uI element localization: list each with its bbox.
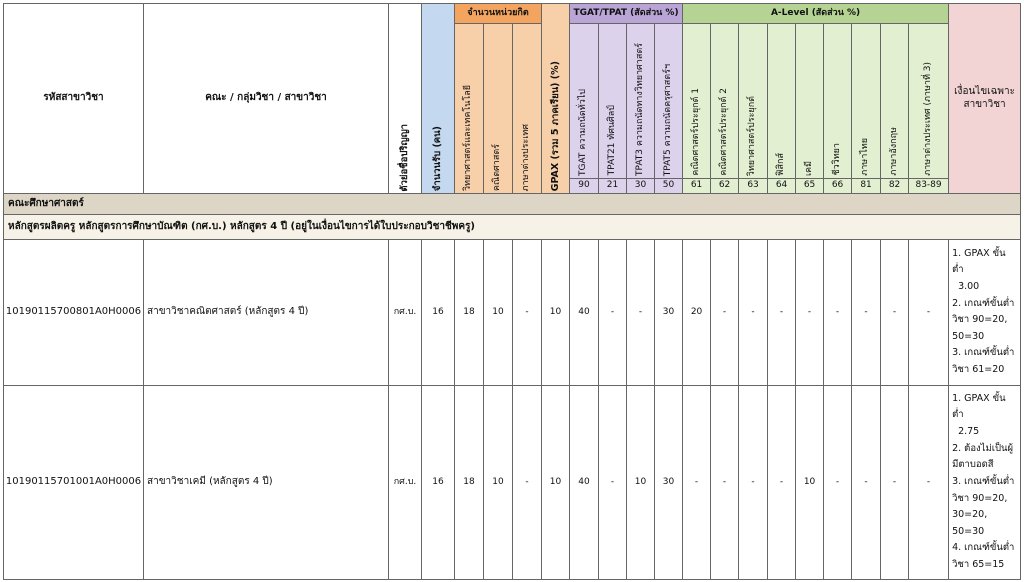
- code-81: 81: [852, 178, 881, 194]
- header-unit-math: [484, 23, 513, 194]
- alevel-63-value: -: [739, 239, 768, 385]
- header-alevel-63: [739, 23, 768, 178]
- tgat-90-value: 40: [570, 385, 599, 579]
- header-tpat-30-label: TPAT3 ความถนัดทางวิทยาศาสตร์: [634, 42, 645, 176]
- header-seats-label: จำนวนรับ (คน): [432, 126, 444, 192]
- alevel-66-value: -: [824, 385, 852, 579]
- header-tpat-50: [655, 23, 683, 178]
- conditions-cell: [949, 385, 1021, 579]
- header-faculty: คณะ / กลุ่มวิชา / สาขาวิชา: [144, 4, 389, 194]
- alevel-81-value: -: [852, 385, 881, 579]
- conditions-cell: [949, 239, 1021, 385]
- admission-table-sheet: [3, 3, 1018, 580]
- alevel-63-value: -: [739, 385, 768, 579]
- code-21: 21: [599, 178, 627, 194]
- header-alevel-62: [711, 23, 739, 178]
- header-alevel-61-label: คณิตศาสตร์ประยุกต์ 1: [690, 88, 701, 176]
- header-alevel-83-89-label: ภาษาต่างประเทศ (ภาษาที่ 3): [922, 62, 933, 176]
- header-row-groups: [4, 4, 1021, 24]
- major-name: สาขาวิชาคณิตศาสตร์ (หลักสูตร 4 ปี): [144, 239, 389, 385]
- alevel-82-value: -: [881, 239, 909, 385]
- code-82: 82: [881, 178, 909, 194]
- code-65: 65: [796, 178, 824, 194]
- condition-line: 1. GPAX ขั้นต่ำ: [952, 392, 1006, 421]
- program-name: หลักสูตรผลิตครู หลักสูตรการศึกษาบัณฑิต (กศ.บ.) หลักสูตร 4 ปี (อยู่ในเงื่อนไขการได้ใบประกอบวิชาชีพครู): [4, 214, 1021, 239]
- code-64: 64: [768, 178, 796, 194]
- header-tpat-50-label: TPAT5 ความถนัดครุศาสตร์ฯ: [662, 63, 673, 176]
- code-62: 62: [711, 178, 739, 194]
- tpat-30-value: -: [627, 239, 655, 385]
- condition-line: วิชา 90=20,: [952, 492, 1008, 504]
- major-code: 10190115701001A0H0006: [4, 385, 144, 579]
- header-tpat-30: [627, 23, 655, 178]
- header-tpat-21: [599, 23, 627, 178]
- header-alevel-65-label: เคมี: [803, 160, 814, 176]
- alevel-62-value: -: [711, 239, 739, 385]
- header-seats: [422, 4, 455, 194]
- header-alevel-82: [881, 23, 909, 178]
- degree-abbr: กศ.บ.: [389, 385, 422, 579]
- alevel-82-value: -: [881, 385, 909, 579]
- header-alevel-63-label: วิทยาศาสตร์ประยุกต์: [747, 95, 758, 176]
- alevel-62-value: -: [711, 385, 739, 579]
- alevel-65-value: -: [796, 239, 824, 385]
- condition-line: 50=30: [952, 330, 985, 342]
- header-unit-foreign-label: ภาษาต่างประเทศ: [521, 123, 532, 192]
- header-code: รหัสสาขาวิชา: [4, 4, 144, 194]
- alevel-64-value: -: [768, 239, 796, 385]
- tpat-21-value: -: [599, 239, 627, 385]
- header-alevel-group: A-Level (สัดส่วน %): [683, 4, 949, 24]
- header-degree-abbr: [389, 4, 422, 194]
- major-name: สาขาวิชาเคมี (หลักสูตร 4 ปี): [144, 385, 389, 579]
- unit-math-value: 10: [484, 239, 513, 385]
- condition-line: 2. ต้องไม่เป็นผู้: [952, 442, 1014, 454]
- header-gpax-label: GPAX (รวม 5 ภาคเรียน) (%): [549, 60, 561, 192]
- alevel-65-value: 10: [796, 385, 824, 579]
- unit-science-value: 18: [455, 385, 484, 579]
- tpat-50-value: 30: [655, 239, 683, 385]
- header-gpax: [542, 4, 570, 194]
- header-unit-math-label: คณิตศาสตร์: [492, 144, 503, 192]
- unit-science-value: 18: [455, 239, 484, 385]
- condition-line: 2.75: [958, 426, 980, 438]
- code-83-89: 83-89: [909, 178, 949, 194]
- code-61: 61: [683, 178, 711, 194]
- gpax-value: 10: [542, 239, 570, 385]
- seats-value: 16: [422, 385, 455, 579]
- tpat-30-value: 10: [627, 385, 655, 579]
- condition-line: วิชา 65=15: [952, 559, 1005, 571]
- code-63: 63: [739, 178, 768, 194]
- header-alevel-62-label: คณิตศาสตร์ประยุกต์ 2: [718, 88, 729, 176]
- gpax-value: 10: [542, 385, 570, 579]
- header-tgat-90-label: TGAT ความถนัดทั่วไป: [578, 88, 589, 176]
- condition-line: วิชา 90=20,: [952, 314, 1008, 326]
- header-alevel-81: [852, 23, 881, 178]
- header-unit-science: [455, 23, 484, 194]
- table-row: [4, 239, 1021, 385]
- header-degree-abbr-label: ตัวย่อชื่อปริญญา: [399, 123, 411, 192]
- header-alevel-83-89: [909, 23, 949, 178]
- condition-line: 3. เกณฑ์ขั้นต่ำ: [952, 475, 1015, 487]
- condition-line: 2. เกณฑ์ขั้นต่ำ: [952, 297, 1015, 309]
- condition-line: มีตาบอดสี: [952, 459, 994, 471]
- code-66: 66: [824, 178, 852, 194]
- admission-table: [3, 3, 1021, 580]
- alevel-66-value: -: [824, 239, 852, 385]
- header-alevel-65: [796, 23, 824, 178]
- seats-value: 16: [422, 239, 455, 385]
- condition-line: 30=20, 50=30: [952, 509, 988, 537]
- code-30: 30: [627, 178, 655, 194]
- header-alevel-66-label: ชีววิทยา: [831, 143, 842, 176]
- condition-line: 4. เกณฑ์ขั้นต่ำ: [952, 542, 1015, 554]
- header-conditions: เงื่อนไขเฉพาะสาขาวิชา: [949, 4, 1021, 194]
- header-tgat-90: [570, 23, 599, 178]
- program-row: [4, 214, 1021, 239]
- alevel-83-89-value: -: [909, 385, 949, 579]
- alevel-61-value: -: [683, 385, 711, 579]
- header-alevel-61: [683, 23, 711, 178]
- unit-foreign-value: -: [513, 385, 542, 579]
- tpat-50-value: 30: [655, 385, 683, 579]
- code-90: 90: [570, 178, 599, 194]
- major-code: 10190115700801A0H0006: [4, 239, 144, 385]
- header-unit-foreign: [513, 23, 542, 194]
- header-alevel-64-label: ฟิสิกส์: [775, 152, 786, 176]
- header-units-group: จำนวนหน่วยกิต: [455, 4, 542, 24]
- faculty-row: [4, 194, 1021, 215]
- condition-line: 3.00: [958, 280, 980, 292]
- faculty-name: คณะศึกษาศาสตร์: [4, 194, 1021, 215]
- degree-abbr: กศ.บ.: [389, 239, 422, 385]
- header-tgat-group: TGAT/TPAT (สัดส่วน %): [570, 4, 683, 24]
- condition-line: วิชา 61=20: [952, 364, 1005, 376]
- tpat-21-value: -: [599, 385, 627, 579]
- alevel-61-value: 20: [683, 239, 711, 385]
- header-tpat-21-label: TPAT21 ทัศนศิลป์: [606, 105, 617, 176]
- header-alevel-66: [824, 23, 852, 178]
- header-alevel-64: [768, 23, 796, 178]
- condition-line: 3. เกณฑ์ขั้นต่ำ: [952, 347, 1015, 359]
- unit-math-value: 10: [484, 385, 513, 579]
- code-50: 50: [655, 178, 683, 194]
- unit-foreign-value: -: [513, 239, 542, 385]
- header-unit-science-label: วิทยาศาสตร์และเทคโนโลยี: [463, 85, 474, 192]
- header-alevel-82-label: ภาษาอังกฤษ: [888, 127, 899, 176]
- alevel-81-value: -: [852, 239, 881, 385]
- alevel-83-89-value: -: [909, 239, 949, 385]
- alevel-64-value: -: [768, 385, 796, 579]
- header-alevel-81-label: ภาษาไทย: [860, 138, 871, 176]
- tgat-90-value: 40: [570, 239, 599, 385]
- condition-line: 1. GPAX ขั้นต่ำ: [952, 247, 1006, 276]
- table-row: [4, 385, 1021, 579]
